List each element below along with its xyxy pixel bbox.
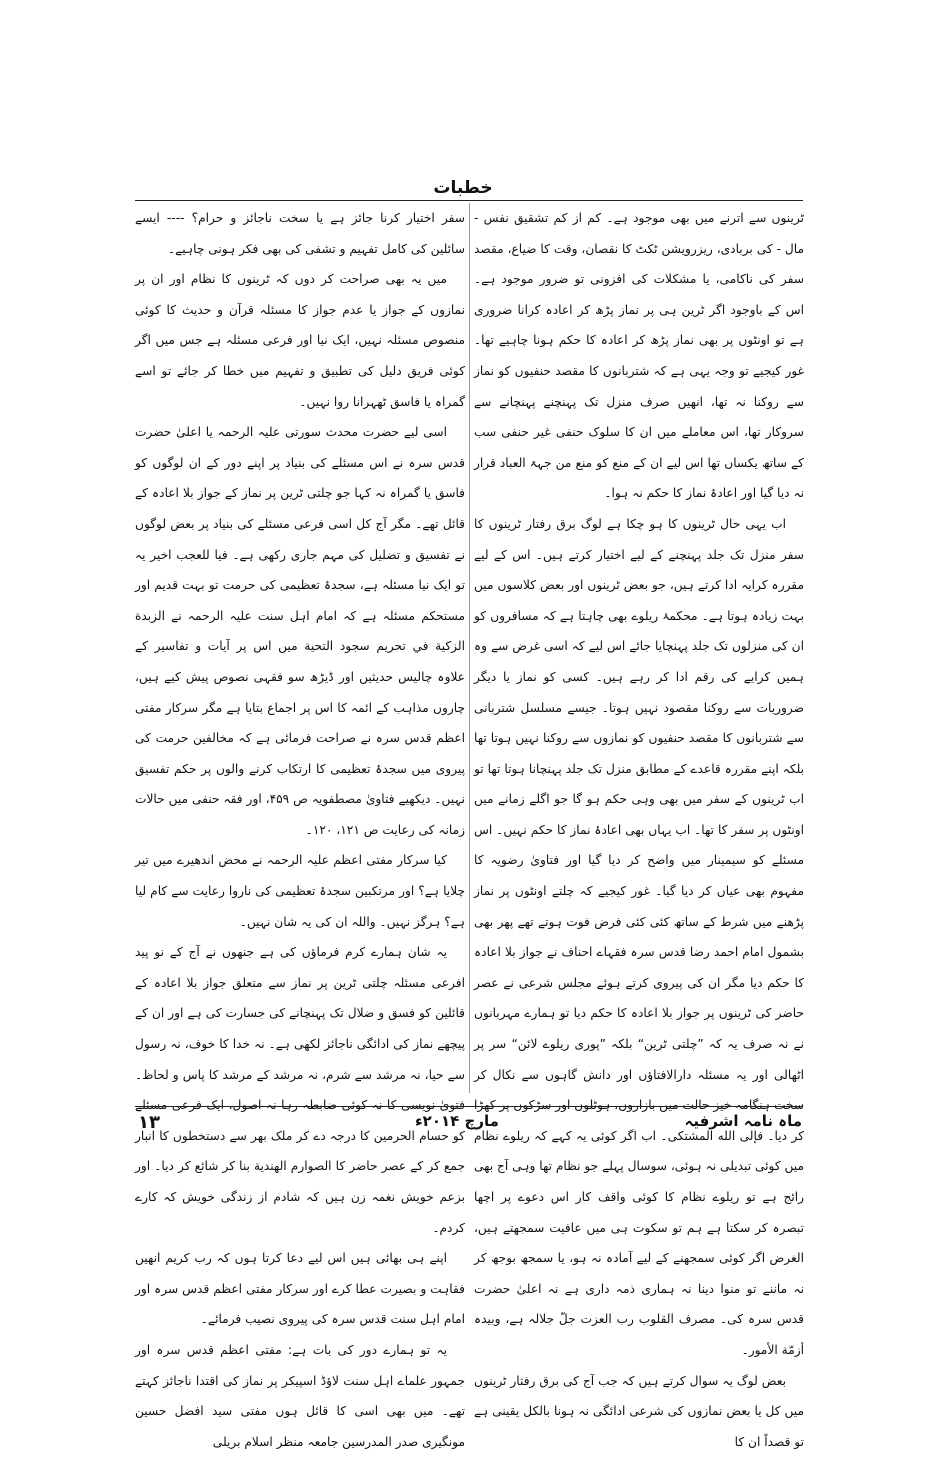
paragraph: اب یہی حال ٹرینوں کا ہو چکا ہے لوگ برق رفتار ٹرینوں کا سفر منزل تک جلد پہنچنے کے لیے اختیار کرتے ہیں۔ اس کے لیے مقررہ کرایہ ادا کرتے ہیں، جو بعض ٹرینوں اور بعض کلاسوں میں بہت زیادہ ہوتا ہے۔ محکمۂ ریلوے بھی چاہتا ہے کہ مسافروں کو ان کی منزلوں تک جلد پہنچایا جائے اس لیے کہ اسی غرض سے وہ ہمیں کرایے کی رقم ادا کر رہے ہیں۔ کسی کو نماز یا دیگر ضروریات سے روکنا مقصود نہیں ہوتا۔ جیسے مسلسل شتربانی سے شتربانوں کا مقصد حنفیوں کو نمازوں سے روکنا نہیں ہوتا تھا بلکہ اپنے مقررہ قاعدے کے مطابق منزل تک جلد پہنچانا ہوتا تھا تو اب ٹرینوں کے سفر میں بھی وہی حکم ہو گا جو اگلے زمانے میں اونٹوں پر سفر کا تھا۔ اب یہاں بھی اعادۂ نماز کا حکم نہیں۔ اس مسئلے کو سیمینار میں واضح کر دیا گیا اور فتاویٰ رضویہ کا مفہوم بھی عیاں کر دیا گیا۔ غور کیجیے کہ چلتے اونٹوں پر نماز پڑھنے میں شرط کے ساتھ کئی کئی فرض فوت ہوتے تھے پھر بھی بشمول امام احمد رضا قدس سرہ فقہاے احناف نے جواز بلا اعادہ کا حکم دیا مگر ان کی پیروی کرتے ہوئے مجلس شرعی نے عصر حاضر کی ٹرینوں پر جواز بلا اعادہ کا حکم دیا تو ہمارے مہربانوں نے نہ صرف یہ کہ ”چلتی ٹرین“ بلکہ ”پوری ریلوے لائن“ سر پر اٹھالی اور یہ مسئلہ دارالافتاؤں اور دانش گاہوں سے نکال کر سخت ہنگامہ خیز حالت میں بازاروں، ہوٹلوں اور سڑکوں پر کھڑا کر دیا۔ فإلى الله المشتكى۔ اب اگر کوئی یہ کہے کہ ریلوے نظام میں کوئی تبدیلی نہ ہوئی، سوسال پہلے جو نظام تھا وہی آج بھی رائج ہے تو ریلوے نظام کا کوئی واقف کار اس دعوے پر اچھا تبصرہ کر سکتا ہے ہم تو سکوت ہی میں عافیت سمجھتے ہیں، الغرض اگر کوئی سمجھنے کے لیے آمادہ نہ ہو، یا سمجھ بوجھ کر نہ ماننے تو منوا دینا نہ ہماری ذمہ داری ہے نہ اعلیٰ حضرت قدس سرہ کی۔ مصرف القلوب رب العزت جلّ جلالہ ہے، وبیدہ أزمّة الأمور۔: [474, 516, 804, 1357]
paragraph: بعض لوگ یہ سوال کرتے ہیں کہ جب آج کی برق رفتار ٹرینوں میں کل یا بعض نمازوں کی شرعی ادائگی نہ ہونا بالکل یقینی ہے تو قصداً ان کا: [474, 1373, 804, 1449]
footer-divider: [135, 1106, 803, 1107]
column-divider: [469, 203, 470, 1093]
paragraph: یہ تو ہمارے دور کی بات ہے: مفتی اعظم قدس سرہ اور جمہور علماے اہل سنت لاؤڈ اسپیکر پر نماز کی اقتدا ناجائز کہتے تھے۔ میں بھی اسی کا قائل ہوں مفتی سید افضل حسین مونگیری صدر المدرسین جامعہ منظر اسلام بریلی: [135, 1342, 465, 1449]
paragraph: یہ شان ہمارے کرم فرماؤں کی ہے جنھوں نے آج کے نو پید افرعی مسئلہ چلتی ٹرین پر نماز سے متعلق جواز بلا اعادہ کے قائلین کو فسق و ضلال تک پہنچانے کی جسارت کی ہے اور ان کے پیچھے نماز کی ادائگی ناجائز لکھی ہے۔ نہ خدا کا خوف، نہ رسول سے حیا، نہ مرشد سے شرم، نہ مرشد کے مرشد کا پاس و لحاظ۔ فتویٰ نویسی کا نہ کوئی ضابطہ رہا نہ اصول، ایک فرعی مسئلے کو حسام الحرمین کا درجہ دے کر ملک بھر سے دستخطوں کا انبار جمع کر کے عصر حاضر کا الصوارم الهندية بنا کر شائع کر دیا۔ اور بزعم خویش نغمہ زن ہیں کہ شادم از زندگی خویش کہ کارے کردم۔: [135, 945, 465, 1235]
paragraph: ٹرینوں سے اترنے میں بھی موجود ہے۔ کم از کم تشقیق نفس - مال - کی بربادی، ریزرویشن ٹکٹ کا نقصان، وقت کا ضیاع، مقصد سفر کی ناکامی، یا مشکلات کی افزونی تو ضرور موجود ہے۔ اس کے باوجود اگر ٹرین ہی پر نماز پڑھ کر اعادہ کرانا ضروری ہے تو اونٹوں پر بھی نماز پڑھ کر اعادہ کا حکم ہونا چاہیے تھا۔ غور کیجیے تو وجہ یہی ہے کہ شتربانوں کا مقصد حنفیوں کو نماز سے روکنا نہ تھا، انھیں صرف منزل تک پہنچنے پہنچانے سے سروکار تھا، اس معاملے میں ان کا سلوک حنفی غیر حنفی سب کے ساتھ یکساں تھا اس لیے ان کے منع کو منع من جہۃ العباد قرار نہ دیا گیا اور اعادۂ نماز کا حکم نہ ہوا۔: [474, 211, 804, 501]
paragraph: سفر اختیار کرنا جائز ہے یا سخت ناجائز و حرام؟ ---- ایسے سائلین کی کامل تفہیم و تشفی کی بھی فکر ہونی چاہیے۔: [135, 211, 465, 256]
issue-date: مارچ ۲۰۱۴ء: [415, 1112, 499, 1130]
paragraph: اسی لیے حضرت محدث سورتی علیہ الرحمہ یا اعلیٰ حضرت قدس سرہ نے اس مسئلے کی بنیاد پر اپنے دور کے ان لوگوں کو فاسق یا گمراہ نہ کہا جو چلتی ٹرین پر نماز کے جواز بلا اعادہ کے قائل تھے۔ مگر آج کل اسی فرعی مسئلے کی بنیاد پر بعض لوگوں نے تفسیق و تضلیل کی مہم جاری رکھی ہے۔ فیا للعجب اخیر یہ تو ایک نیا مسئلہ ہے، سجدۂ تعظیمی کی حرمت تو بہت قدیم اور مستحکم مسئلہ ہے کہ امام اہل سنت علیہ الرحمہ نے الزبدة الزكية في تحريم سجود التحية میں اس پر آیات و تفاسیر کے علاوہ چالیس حدیثیں اور ڈیڑھ سو فقہی نصوص پیش کیے ہیں، چاروں مذاہب کے ائمہ کا اس پر اجماع بتایا ہے مگر سرکار مفتی اعظم قدس سرہ نے صراحت فرمائی ہے کہ مخالفین حرمت کی پیروی میں سجدۂ تعظیمی کا ارتکاب کرنے والوں پر حکم تفسیق نہیں۔ دیکھیے فتاویٰ مصطفویہ ص ۴۵۹، اور فقہ حنفی میں حالات زمانہ کی رعایت ص ۱۲۱، ۱۲۰۔: [135, 425, 465, 837]
magazine-name: ماہ نامہ اشرفیہ: [684, 1112, 802, 1130]
paragraph: میں یہ بھی صراحت کر دوں کہ ٹرینوں کا نظام اور ان پر نمازوں کے جواز یا عدم جواز کا مسئلہ قرآن و حدیث کا کوئی منصوص مسئلہ نہیں، ایک نیا اور فرعی مسئلہ ہے جس میں اگر کوئی فریق دلیل کی تطبیق و تفہیم میں خطا کر جائے تو اسے گمراہ یا فاسق ٹھہرانا روا نہیں۔: [135, 272, 465, 409]
page-number: ۱۳: [138, 1112, 160, 1133]
header-divider: [135, 200, 803, 201]
paragraph: اپنے ہی بھائی ہیں اس لیے دعا کرتا ہوں کہ رب کریم انھیں فقاہت و بصیرت عطا کرے اور سرکار مفتی اعظم قدس سرہ اور امام اہل سنت قدس سرہ کی پیروی نصیب فرمائے۔: [135, 1251, 465, 1327]
running-header: خطبات: [433, 178, 493, 198]
paragraph: کیا سرکار مفتی اعظم علیہ الرحمہ نے محض اندھیرے میں تیر چلایا ہے؟ اور مرتکبین سجدۂ تعظیمی کی ناروا رعایت سے کام لیا ہے؟ ہرگز نہیں۔ واللہ ان کی یہ شان نہیں۔: [135, 853, 465, 929]
